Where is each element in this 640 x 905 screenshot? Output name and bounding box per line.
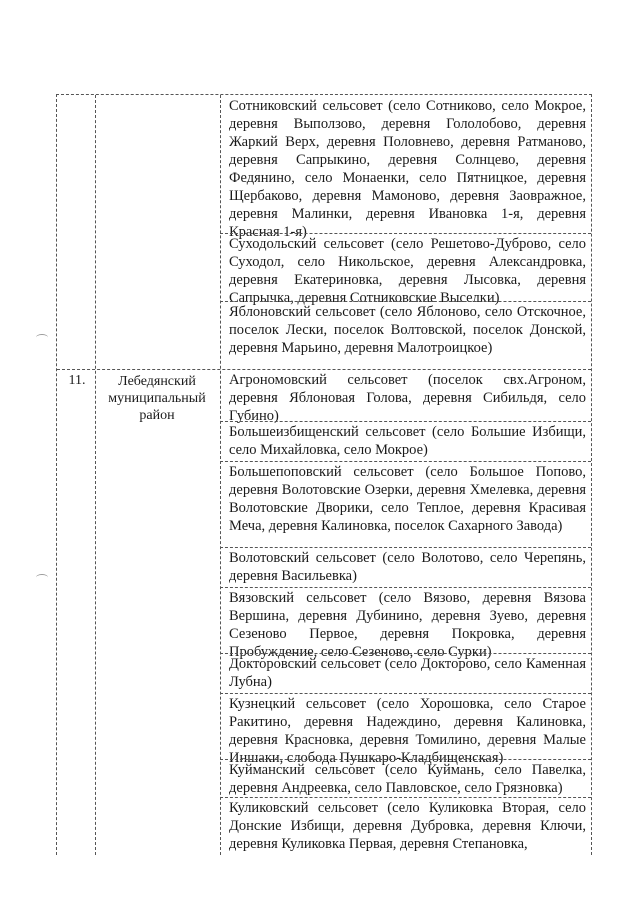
table-entry-sotnikovsky: Сотниковский сельсовет (село Сотниково, село Мокрое, деревня Выползово, деревня Гололобово, деревня Жаркий Верх, деревня Половнево, деревня Ратманово, деревня Сапрыкино, деревня Солнцево, деревня Федянино, село Монаенки, село Пятницкое, деревня Щербаково, деревня Мамоново, деревня Заовражное, деревня Малинки, деревня Ивановка 1-я, деревня Красная 1-я) (229, 98, 586, 240)
row-divider (220, 653, 591, 654)
row-divider (220, 797, 591, 798)
table-entry-sukhodolsky: Суходольский сельсовет (село Решетово-Дуброво, село Суходол, село Никольское, деревня Александровка, деревня Екатериновка, деревня Лысовка, деревня Сапрычка, деревня Сотниковские Выселки) (229, 236, 586, 306)
row-divider (57, 369, 591, 370)
page-margin-mark (36, 574, 48, 581)
district-name: Лебедянский муниципальный район (108, 374, 206, 423)
row-divider (220, 233, 591, 234)
table-entry-volotovsky: Волотовский сельсовет (село Волотово, село Черепянь, деревня Васильевка) (229, 550, 586, 584)
page-margin-mark (36, 334, 48, 341)
row-divider (220, 759, 591, 760)
row-number: 11. (68, 373, 86, 388)
table-entry-bolshepopovsky: Большепоповский сельсовет (село Большое Попово, деревня Волотовские Озерки, деревня Хмелевка, деревня Волотовские Дворики, село Теплое, деревня Красивая Меча, деревня Калиновка, поселок Сахарного Завода) (229, 464, 586, 534)
row-divider (220, 587, 591, 588)
settlements-table (56, 94, 592, 855)
table-entry-doktorovsky: Докторовский сельсовет (село Докторово, село Каменная Лубна) (229, 656, 586, 690)
table-entry-kuznetsky: Кузнецкий сельсовет (село Хорошовка, село Старое Ракитино, деревня Надеждино, деревня Калиновка, деревня Красновка, деревня Томилино, деревня Малые Иншаки, слобода Пушкаро-Кладбищенская) (229, 696, 586, 766)
table-entry-yablonovsky: Яблоновский сельсовет (село Яблоново, село Отскочное, поселок Лески, поселок Волтовской, поселок Донской, деревня Марьино, деревня Малотроицкое) (229, 304, 586, 356)
row-divider (220, 547, 591, 548)
row-divider (220, 301, 591, 302)
table-entry-bolsheizbishchensky: Большеизбищенский сельсовет (село Большие Избищи, село Михайловка, село Мокрое) (229, 424, 586, 458)
table-entry-agronomovsky: Агрономовский сельсовет (поселок свх.Агроном, деревня Яблоновая Голова, деревня Сибильдя, село Губино) (229, 372, 586, 424)
row-divider (220, 693, 591, 694)
column-divider (95, 95, 96, 855)
table-entry-vyazovsky: Вязовский сельсовет (село Вязово, деревня Вязова Вершина, деревня Дубинино, деревня Зуево, деревня Сезеново Первое, деревня Покровка, деревня Пробуждение, село Сезеново, село Сурки) (229, 590, 586, 660)
row-divider (220, 461, 591, 462)
column-divider (220, 95, 221, 855)
table-entry-kuimansky: Куйманский сельсовет (село Куймань, село Павелка, деревня Андреевка, село Павловское, село Грязновка) (229, 762, 586, 796)
row-divider (220, 421, 591, 422)
table-entry-kulikovsky: Куликовский сельсовет (село Куликовка Вторая, село Донские Избищи, деревня Дубровка, деревня Ключи, деревня Куликовка Первая, деревня Степановка, (229, 800, 586, 852)
